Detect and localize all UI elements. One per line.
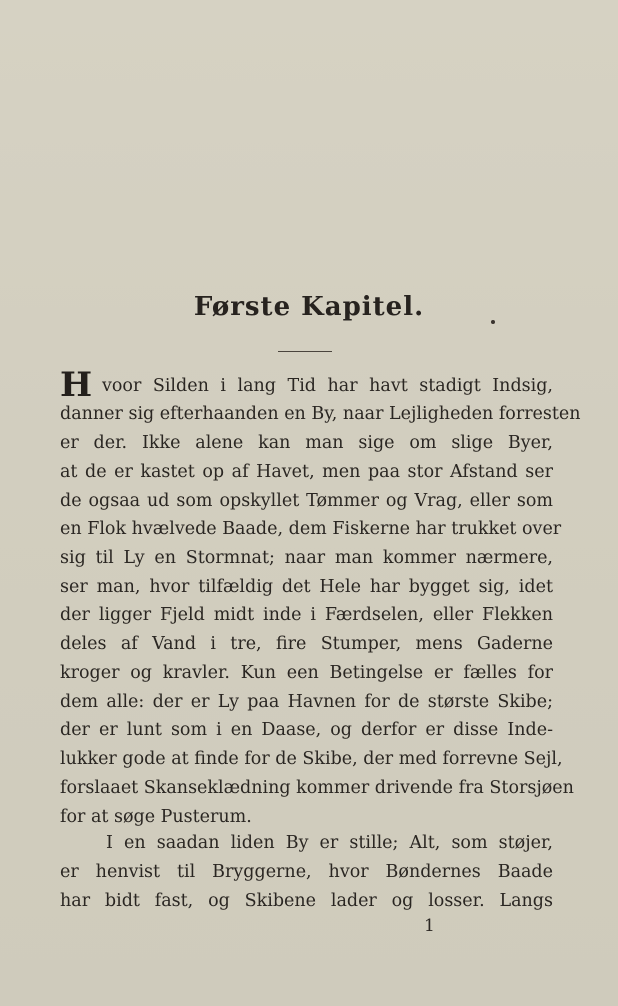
text-line: kroger og kravler. Kun een Betingelse er fælles for	[60, 663, 553, 683]
text-line: deles af Vand i tre, fire Stumper, mens Gaderne	[60, 634, 553, 654]
text-line: en Flok hvælvede Baade, dem Fiskerne har trukket over	[60, 519, 562, 539]
initial-letter: H	[60, 365, 93, 405]
text-line: lukker gode at finde for de Skibe, der med forrevne Sejl,	[60, 749, 563, 769]
chapter-title: Første Kapitel.	[193, 292, 425, 322]
text-line: voor Silden i lang Tid har havt stadigt Indsig,	[102, 376, 553, 396]
text-line: er der. Ikke alene kan man sige om slige Byer,	[60, 433, 553, 453]
text-line: danner sig efterhaanden en By, naar Lejligheden forresten	[60, 404, 581, 424]
title-rule	[278, 351, 332, 352]
text-line: er henvist til Bryggerne, hvor Bøndernes Baade	[60, 862, 553, 882]
text-line: har bidt fast, og Skibene lader og losser. Langs	[60, 891, 553, 911]
text-line: I en saadan liden By er stille; Alt, som støjer,	[106, 833, 553, 853]
text-line: der er lunt som i en Daase, og derfor er disse Inde-	[60, 720, 553, 740]
bleed-through-shadow	[268, 70, 598, 320]
text-line: forslaaet Skanseklædning kommer drivende fra Storsjøen	[60, 778, 574, 798]
page-number: 1	[424, 916, 435, 936]
text-line: dem alle: der er Ly paa Havnen for de største Skibe;	[60, 692, 553, 712]
text-line: for at søge Pusterum.	[60, 807, 252, 827]
text-line: ser man, hvor tilfældig det Hele har bygget sig, idet	[60, 577, 553, 597]
ink-speck	[491, 320, 495, 324]
text-line: der ligger Fjeld midt inde i Færdselen, eller Flekken	[60, 605, 553, 625]
text-line: sig til Ly en Stormnat; naar man kommer nærmere,	[60, 548, 553, 568]
text-line: de ogsaa ud som opskyllet Tømmer og Vrag, eller som	[60, 491, 553, 511]
text-line: at de er kastet op af Havet, men paa stor Afstand ser	[60, 462, 553, 482]
